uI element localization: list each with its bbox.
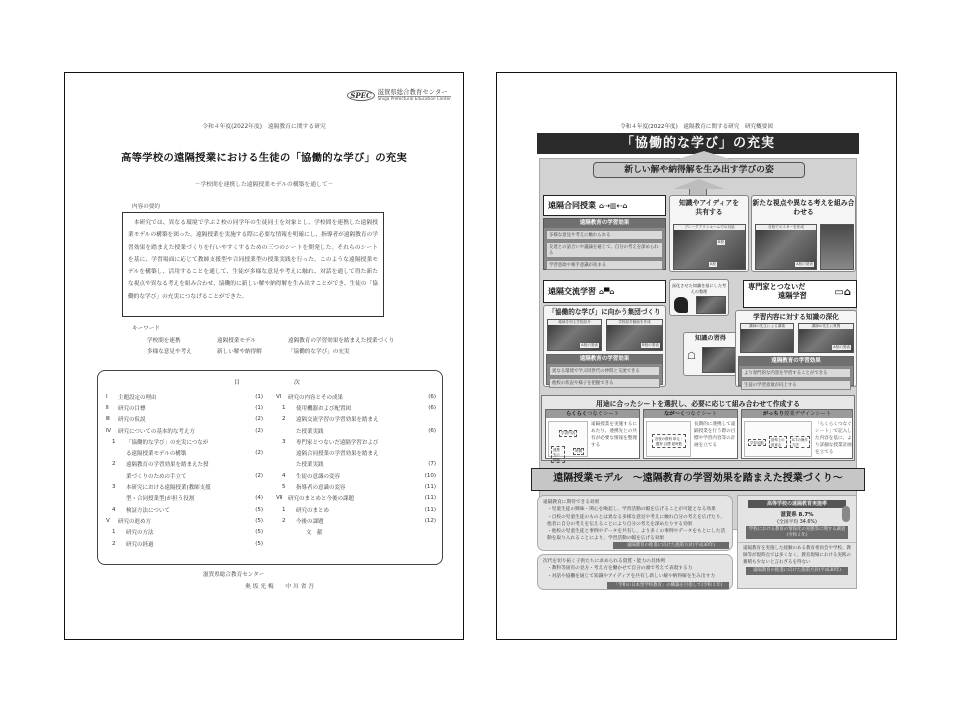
toc-entry — [106, 414, 263, 425]
toc-page: (5) — [255, 506, 263, 513]
toc-entry — [106, 459, 263, 470]
sheet-rakuraku: らくらくつなぐシート 学習内容 連携先の情報 時間 遠隔授業を実施するにあたり、連携先との共有が必要な情報を整理する — [545, 409, 640, 459]
page-subtitle: －学校間を連携した遠隔授業モデルの構築を通して－ — [194, 182, 334, 188]
toc-page: (1) — [255, 404, 263, 411]
toc-text: 研究のまとめと今後の課題 — [288, 496, 355, 503]
toc-entry — [106, 425, 263, 436]
remote-class-model: 遠隔授業モデル ～遠隔教育の学習効果を踏まえた授業づくり～ — [531, 468, 865, 491]
sheets-section — [541, 395, 855, 461]
toc-number: 1 — [282, 404, 286, 411]
competencies-box: 次代を切り拓く子供たちに求められる資質・能力の具体例 ・教科等固有の見方・考え方を働かせて自分の頭で考えて表現する力 ・対話や協働を通じて知識やアイディアを共有し新しい解や納得解を生み出す力 — [537, 554, 733, 590]
combine-title: 新たな視点や異なる考えを組み合わせる — [752, 199, 855, 216]
effect-item: 生徒の学習意欲が向上する — [741, 380, 851, 390]
toc-left-column — [106, 391, 263, 549]
toc-number: Ⅵ — [276, 393, 282, 400]
effect-item: 学習意欲や相手意識が高まる — [546, 260, 663, 270]
teacher-board-icon: ☖ — [687, 351, 696, 362]
toc-entry — [106, 402, 263, 413]
footer-authors: 奥 坂 光 梅 中 川 省 吾 — [245, 584, 315, 590]
toc-page: (11) — [424, 495, 436, 502]
toc-page: (6) — [428, 427, 436, 434]
toc-page: (2) — [255, 472, 263, 479]
toc-entry — [106, 481, 263, 492]
toc-entry — [106, 391, 263, 402]
toc-number: Ⅴ — [106, 517, 110, 524]
expert-lecture-icon: ▭⌂ — [834, 287, 851, 298]
toc-entry — [276, 481, 436, 492]
toc-page: (1) — [255, 393, 263, 400]
toc-entry — [106, 504, 263, 515]
toc-page: (2) — [255, 416, 263, 423]
toc-text: 文 献 — [306, 530, 323, 537]
toc-number: Ⅲ — [106, 416, 110, 423]
toc-entry — [276, 504, 436, 515]
toc-number: 5 — [282, 484, 286, 491]
effect-item: 多様な意見や考えに触れられる — [546, 230, 663, 240]
exchange-photo: 地域を知る学校紹介 A校の発表 — [547, 319, 602, 351]
toc-text: 研究の方法 — [126, 530, 154, 537]
toc-entry — [276, 470, 436, 481]
toc-text: 使用機器および配置図 — [296, 405, 352, 412]
acquire-panel: 知識の習得 ☖ — [683, 332, 738, 376]
toc-page: (4) — [255, 495, 263, 502]
toc-title-right: 次 — [294, 380, 300, 386]
exchange-photo: 学校紹介動画を作成 B校の発表 — [606, 319, 663, 351]
toc-text: 主題設定の理由 — [118, 394, 157, 401]
toc-entry — [276, 425, 436, 436]
laptop-photo — [696, 296, 726, 314]
sheet-nagaku: なが～くつなぐシート 各校の教科 単元・題材 目標 総時数 長期的に連携して遠隔授業を行う際の目標や学習内容等の計画を立てる — [643, 409, 738, 459]
keyword: 新しい解や納得解 — [217, 349, 262, 355]
toc-page: (11) — [424, 484, 436, 491]
toc-entry — [276, 493, 436, 504]
toc-number: 4 — [112, 506, 116, 513]
keyword: 遠隔教育の学習効果を踏まえた授業づくり — [288, 338, 395, 344]
toc-text: 生徒の意識の変容 — [296, 473, 341, 480]
sheets-title: 用途に合ったシートを選択し、必要に応じて組み合わせて作成する — [596, 400, 800, 408]
thinking-head-icon — [674, 297, 688, 313]
toc-text: 研究についての基本的な考え方 — [118, 428, 195, 435]
toc-number: 2 — [282, 517, 286, 524]
overview-banner: 「協働的な学び」の充実 — [537, 133, 859, 154]
effect-item: 異なる環境で学ぶ同世代の仲間と交流できる — [549, 366, 660, 376]
toc-page: (2) — [255, 450, 263, 457]
page-title: 高等学校の遠隔授業における生徒の「協働的な学び」の充実 — [121, 152, 407, 164]
toc-text: る遠隔授業モデルの構築 — [126, 451, 187, 458]
toc-number: 3 — [282, 438, 286, 445]
implementation-rate-box: 高等学校の遠隔教育実施率 滋賀県 8.7% (全国平均 34.6%) 学校における教育の情報化の実態等に関する調査(令和２年) 遠隔教育を実施した経験のある教育委員会や学校、教師等が現時点では多くなく、教育現場における実践の蓄積も少ないと言わざるを得ない 遠隔教育の推進に向けた施策方針(平成30年) — [737, 495, 857, 589]
combine-panel — [751, 195, 856, 272]
toc-entry — [106, 515, 263, 526]
expert-photo: 講師の先生による講義 — [740, 323, 794, 353]
toc-text: 業づくりのための手立て — [126, 473, 187, 480]
sheet-thumbnail: 学習活動 指導上の留意点 ICTの操作方法 — [744, 421, 812, 457]
toc-number: 1 — [282, 506, 286, 513]
sheet-gacchiri: がっちり授業デザインシート 学習活動 指導上の留意点 ICTの操作方法 「らくらくつなぐシート」で記入した内容を基に、より詳細な授業計画を立てる — [741, 409, 853, 459]
toc-text: 遠隔合同授業の学習効果を踏まえ — [296, 451, 379, 458]
toc-entry — [276, 402, 436, 413]
toc-text: 研究の仮説 — [118, 417, 146, 424]
shiga-map-icon — [842, 506, 850, 522]
expert-effects: 遠隔教育の学習効果 より専門的な内容を学習することができる 生徒の学習意欲が向上する — [738, 356, 854, 386]
effects-title: 遠隔教育の学習効果 — [544, 219, 665, 228]
keyword: 遠隔授業モデル — [217, 338, 256, 344]
keyword: 多様な意見や考え — [147, 349, 192, 355]
school-connection-icon: ⌂⇢▥⇠⌂ — [599, 201, 628, 210]
toc-title-left: 目 — [234, 380, 240, 386]
keywords — [147, 336, 394, 355]
toc-number: Ⅶ — [276, 495, 283, 502]
research-overview-page — [496, 72, 897, 640]
toc-page: (12) — [424, 517, 436, 524]
toc-text: 研究の内容とその成果 — [288, 394, 344, 401]
toc-text: 指導者の意識の変容 — [296, 485, 346, 492]
toc-right-column — [276, 391, 436, 538]
toc-text: 専門家とつないだ遠隔学習および — [296, 439, 379, 446]
research-header: 令和４年度(2022年度) 遠隔教育に関する研究 — [202, 124, 326, 130]
school-exchange-icon: ⌂▀⌂ — [599, 287, 615, 296]
toc-page: (7) — [428, 461, 436, 468]
poster-photo: 各校でポスターを作成 A校の発表 — [755, 224, 817, 270]
toc-entry — [106, 436, 263, 447]
toc-number: Ⅰ — [106, 393, 108, 400]
toc-number: 1 — [112, 438, 116, 445]
keywords-label: キーワード — [132, 326, 160, 332]
toc-entry — [276, 447, 436, 458]
effect-item: より専門的な内容を学習することができる — [741, 368, 851, 378]
summary-box: 本研究では、異なる環境で学ぶ２校の同学年の生徒同士を対象とし、学校間を連携した遠隔授業モデルの構築を図った。遠隔授業を実施する際に必要な情報を明確にし、指導者が遠隔教育の学習効果を踏まえた授業づくりを行いやすくするための三つのシートを開発した。それらのシートを基に、学習場面に応じて教師支援型や合同授業型の授業実践を行った。このような遠隔授業モデルを構築し、活用することを通して、生徒が多様な意見や考えに触れ、対話を通して得た新たな視点や異なる考えを組み合わせ、協働的に新しい解や納得解を生み出すことができ、生徒の「協働的な学び」の充実につなげることができた。 — [122, 212, 384, 317]
poster-image — [820, 224, 854, 270]
toc-number: 3 — [112, 484, 116, 491]
toc-page: (10) — [424, 472, 436, 479]
summary-label: 内容の要約 — [132, 204, 160, 210]
expert-photo: 講師の先生に質問 A校の発表 — [798, 323, 854, 353]
toc-page: (5) — [255, 529, 263, 536]
toc-entry — [276, 414, 436, 425]
toc-entry — [106, 470, 263, 481]
source-tag: 遠隔教育の推進に向けた施策方針(平成30年) — [613, 542, 729, 549]
table-of-contents — [97, 370, 443, 565]
footer-org: 滋賀県総合教育センター — [203, 572, 265, 578]
expert-header: 専門家とつないだ 遠隔学習 ▭⌂ — [743, 280, 857, 308]
toc-text: 研究の進め方 — [118, 518, 152, 525]
deepen-panel: 深化させた知識を基にした考えの整理 — [669, 279, 729, 316]
logo-mark-icon: SPEC — [347, 90, 374, 101]
toc-text: た授業実践 — [296, 428, 324, 435]
expected-effects-box: 遠隔教育に期待できる効果 ・児童生徒の興味・関心を喚起し、学習活動の幅を広げることが可能となる効果 ・自校の児童生徒のものとは異なる多様な意見や考えに触れ自分の考えを広げたり、他者に自分の考えを伝えることにより自分の考えを深めたりする効果 ・他校の児童生徒と事例やデータを共有し、より多くの事例やデータをもとにした活動を取り入れることにより、学習活動の幅を広げる効果 — [537, 495, 733, 551]
keyword: 「協働的な学び」の充実 — [288, 349, 350, 355]
toc-number: Ⅳ — [106, 427, 112, 434]
toc-page: (6) — [428, 404, 436, 411]
toc-entry — [106, 527, 263, 538]
toc-text: た授業実践 — [296, 462, 324, 469]
toc-page: (6) — [428, 393, 436, 400]
toc-entry — [106, 538, 263, 549]
lecture-photo — [702, 347, 736, 373]
joint-class-effects — [543, 218, 666, 270]
shiga-rate: 滋賀県 8.7% — [780, 512, 814, 518]
toc-text: 「協働的な学び」の充実につなが — [126, 439, 209, 446]
breakout-photo: ブレークアウトルームでの対話 B校 A校 — [673, 224, 746, 270]
national-rate: (全国平均 34.6%) — [777, 520, 817, 525]
toc-text: 本研究における遠隔授業(教師支援 — [126, 485, 211, 492]
expert-panel: 学習内容に対する知識の深化 講師の先生による講義 講師の先生に質問 A校の発表 遠隔教育の学習効果 より専門的な内容を学習することができる 生徒の学習意欲が向上する — [735, 310, 857, 387]
research-summary-page — [64, 72, 464, 640]
toc-number: 2 — [112, 540, 116, 547]
goal-pill: 新しい解や納得解を生み出す学びの姿 — [593, 162, 805, 178]
exchange-effects: 遠隔教育の学習効果 異なる環境で学ぶ同世代の仲間と交流できる 他校の状況や様子を把握できる — [546, 354, 663, 385]
exchange-panel — [543, 305, 666, 387]
share-panel — [669, 195, 749, 272]
toc-text: 遠隔教育の学習効果を踏まえた授 — [126, 462, 209, 469]
exchange-title: 遠隔交流学習 — [548, 287, 596, 296]
effect-item: 友達との話合いや議論を通じて、自分の考えを深められる — [546, 242, 663, 258]
toc-entry — [106, 447, 263, 458]
toc-number: 2 — [282, 416, 286, 423]
toc-entry — [276, 459, 436, 470]
exchange-sub: 「協働的な学び」に向かう集団づくり — [548, 308, 661, 316]
joint-class-header — [543, 195, 666, 216]
toc-entry — [106, 493, 263, 504]
toc-entry — [276, 436, 436, 447]
sheet-thumbnail: 各校の教科 単元・題材 目標 総時数 — [646, 421, 691, 457]
toc-text: 型・合同授業型)が担う役割 — [126, 496, 195, 503]
toc-number: 2 — [112, 461, 116, 468]
toc-text: 研究の目標 — [118, 405, 146, 412]
logo-name-en: Shiga Prefectural Education Center — [377, 96, 451, 102]
exchange-header — [543, 280, 666, 303]
toc-entry — [276, 515, 436, 526]
toc-number: 4 — [282, 472, 286, 479]
toc-text: 研究の経過 — [126, 541, 154, 548]
toc-page: (5) — [255, 540, 263, 547]
logo-name-ja: 滋賀県総合教育センター — [377, 88, 448, 96]
toc-number: Ⅱ — [106, 404, 109, 411]
source-tag: 「令和の日本型学校教育」の構築を目指して(令和３年) — [607, 582, 729, 589]
share-title: 知識やアイディアを共有する — [678, 199, 739, 216]
toc-page: (11) — [424, 506, 436, 513]
toc-text: 遠隔交流学習の学習効果を踏まえ — [296, 417, 379, 424]
joint-class-title: 遠隔合同授業 — [548, 201, 596, 210]
toc-text: 検証方法について — [126, 507, 170, 514]
sheet-thumbnail: 学習内容 連携先の情報 時間 — [548, 421, 588, 457]
toc-number: 1 — [112, 529, 116, 536]
keyword: 学校間を連携 — [147, 338, 181, 344]
overview-header: 令和４年度(2022年度) 遠隔教育に関する研究 研究概要図 — [620, 124, 773, 130]
toc-page: (2) — [255, 427, 263, 434]
toc-entry — [276, 527, 436, 538]
effect-item: 他校の状況や様子を把握できる — [549, 378, 660, 388]
toc-text: 研究のまとめ — [296, 507, 330, 514]
toc-page: (5) — [255, 517, 263, 524]
toc-text: 今後の課題 — [296, 518, 324, 525]
center-logo — [347, 89, 451, 102]
toc-entry — [276, 391, 436, 402]
